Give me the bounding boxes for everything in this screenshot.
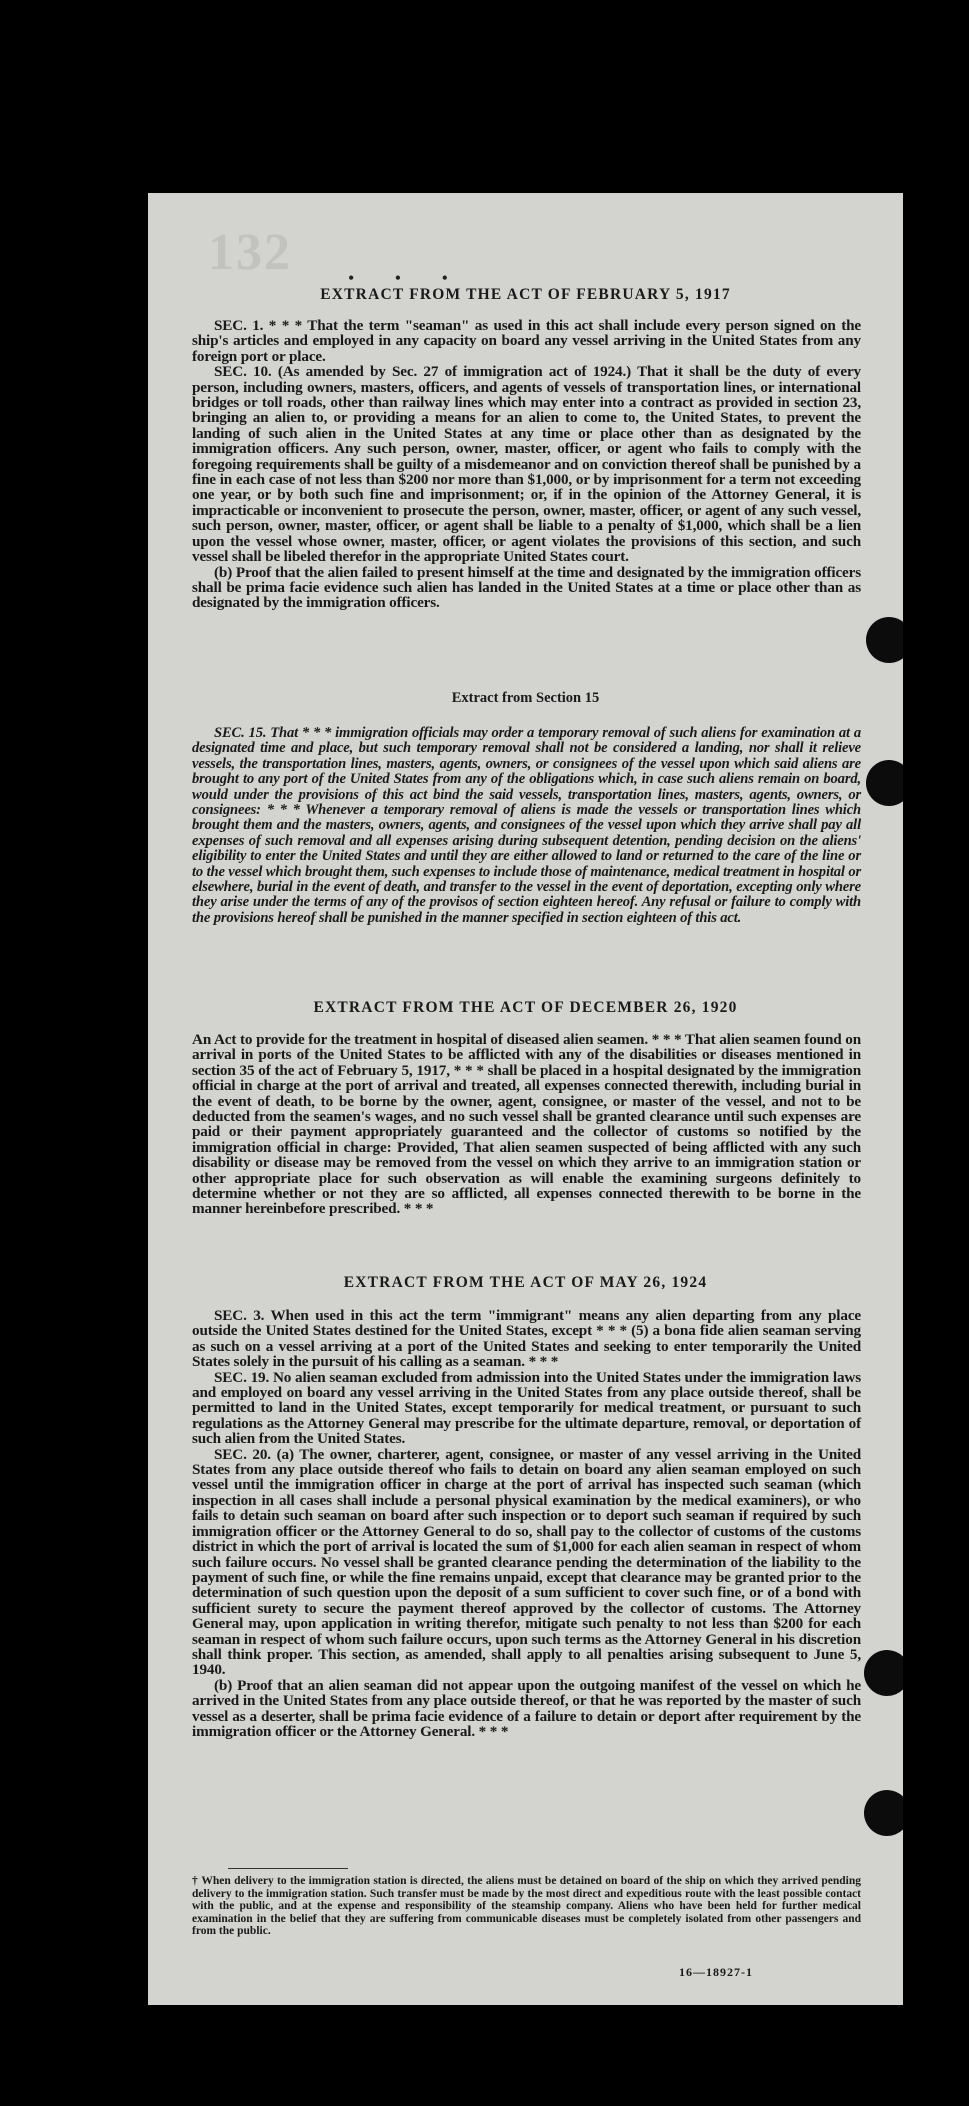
section-15-body bbox=[192, 726, 861, 926]
punch-hole-4 bbox=[864, 1790, 903, 1836]
sec10b-paragraph: (b) Proof that the alien failed to present himself at the time and designated by the immigration officers shall be prima facie evidence such alien has landed in the United States at a time or place other than as designated by the immigration officers. bbox=[192, 563, 861, 612]
heading-section-15: Extract from Section 15 bbox=[451, 690, 600, 706]
heading-act-1924: EXTRACT FROM THE ACT OF MAY 26, 1924 bbox=[343, 1274, 708, 1291]
footnote-divider bbox=[228, 1868, 348, 1869]
sec19-paragraph: SEC. 19. No alien seaman excluded from admission into the United States under the immigration laws and employed on board any vessel arriving in the United States from any place outside thereof, shall be permitted to land in the United States, except temporarily for medical treatment, or pursuant to such regulations as the Attorney General may prescribe for the ultimate departure, removal, or deportation of such alien from the United States. bbox=[192, 1368, 861, 1448]
sec15-paragraph: SEC. 15. That * * * immigration officials may order a temporary removal of such aliens for examination at a designated time and place, but such temporary removal shall not be considered a landing, nor shall it relieve vessels, the transportation lines, masters, agents, owners, or consignees of the vessel upon which said aliens are brought to any port of the United States from any of the obligations which, in case such aliens remain on board, would under the provisions of this act bind the said vessels, transportation lines, masters, agents, owners, or consignees: * * * Whenever a temporary removal of aliens is made the vessels or transportation lines which brought them and the masters, owners, agents, and consignees of the vessel upon which they arrive shall pay all expenses of such removal and all expenses arising during subsequent detention, pending decision on the aliens' eligibility to enter the United States and until they are either allowed to land or returned to the care of the line or to the vessel which brought them, such expenses to include those of maintenance, medical treatment in hospital or elsewhere, burial in the event of death, and transfer to the vessel in the event of deportation, excepting only where they arise under the terms of any of the provisos of section eighteen hereof. Any refusal or failure to comply with the provisions hereof shall be punished in the manner specified in section eighteen of this act. bbox=[192, 725, 861, 926]
page-number: 132 bbox=[208, 224, 292, 281]
act-1924-body bbox=[192, 1308, 861, 1739]
footnote: † When delivery to the immigration station is directed, the aliens must be detained on board of the ship on which they arrived pending delivery to the immigration station. Such transfer must be made by the most direct and expeditious route with the least possible contact with the public, and at the expense and responsibility of the steamship company. Aliens who have been held for further medical examination in the belief that they are suffering from communicable diseases must be completely isolated from other passengers and from the public. bbox=[192, 1875, 861, 1937]
sec20-paragraph: SEC. 20. (a) The owner, charterer, agent, consignee, or master of any vessel arriving in the United States from any place outside thereof who fails to detain on board any alien seaman employed on such vessel until the immigration officer in charge at the port of arrival has inspected such seaman (which inspection in all cases shall include a personal physical examination by the medical examiners), or who fails to detain such seaman on board after such inspection or to deport such seaman if required by such immigration officer or the Attorney General to do so, shall pay to the collector of customs of the customs district in which the port of arrival is located the sum of $1,000 for each alien seaman in respect of whom such failure occurs. No vessel shall be granted clearance pending the determination of the liability to the payment of such fine, or while the fine remains unpaid, except that clearance may be granted prior to the determination of such question upon the deposit of a sum sufficient to cover such fine, or of a bond with sufficient surety to secure the payment thereof approved by the collector of customs. The Attorney General may, upon application in writing therefor, mitigate such penalty to not less than $200 for each seaman in respect of whom such failure occurs, upon such terms as the Attorney General in his discretion shall think proper. This section, as amended, shall apply to all penalties arising subsequent to June 5, 1940. bbox=[192, 1445, 861, 1679]
form-number: 16—18927-1 bbox=[679, 1965, 753, 1979]
punch-hole-3 bbox=[864, 1650, 903, 1696]
heading-act-1917: EXTRACT FROM THE ACT OF FEBRUARY 5, 1917 bbox=[320, 286, 731, 303]
section-1917-body bbox=[192, 318, 861, 611]
punch-hole-2 bbox=[866, 760, 903, 806]
document-page bbox=[148, 193, 903, 2005]
punch-hole-1 bbox=[866, 617, 903, 663]
act1920-paragraph: An Act to provide for the treatment in hospital of diseased alien seamen. * * * That alien seamen found on arrival in ports of the United States to be afflicted with any of the disabilities or diseases mentioned in section 35 of the act of February 5, 1917, * * * shall be placed in a hospital designated by the immigration official in charge at the port of arrival and treated, all expenses connected therewith, including burial in the event of death, to be borne by the owner, agent, consignee, or master of the vessel, and not to be deducted from the seamen's wages, and no such vessel shall be granted clearance until such expenses are paid or their payment appropriately guaranteed and the collector of customs so notified by the immigration official in charge: Provided, That alien seamen suspected of being afflicted with any such disability or disease may be removed from the vessel on which they arrive to an immigration station or other appropriate place for such observation as will enable the examining surgeons definitely to determine whether or not they are so afflicted, all expenses connected therewith to be borne in the manner hereinbefore prescribed. * * * bbox=[192, 1031, 861, 1218]
sec20b-paragraph: (b) Proof that an alien seaman did not appear upon the outgoing manifest of the vessel on which he arrived in the United States from any place outside thereof, or that he was reported by the master of such vessel as a deserter, shall be prima facie evidence of a failure to detain or deport after requirement by the immigration officer or the Attorney General. * * * bbox=[192, 1676, 861, 1740]
sec10-paragraph: SEC. 10. (As amended by Sec. 27 of immigration act of 1924.) That it shall be the duty of every person, including owners, masters, officers, and agents of vessels of transportation lines, or international bridges or toll roads, other than railway lines which may enter into a contract as provided in section 23, bringing an alien to, or providing a means for an alien to come to, the United States, to prevent the landing of such alien in the United States at any time or place other than as designated by the immigration officers. Any such person, owner, master, officer, or agent who fails to comply with the foregoing requirements shall be guilty of a misdemeanor and on conviction thereof shall be punished by a fine in each case of not less than $200 nor more than $1,000, or by imprisonment for a term not exceeding one year, or by both such fine and imprisonment; or, if in the opinion of the Attorney General, it is impracticable or inconvenient to prosecute the person, owner, master, officer, or agent of any such vessel, such person, owner, master, officer, or agent shall be liable to a penalty of $1,000, which shall be a lien upon the vessel whose owner, master, officer, or agent violates the provisions of this section, and such vessel shall be libeled therefor in the appropriate United States court. bbox=[192, 363, 861, 566]
heading-act-1920: EXTRACT FROM THE ACT OF DECEMBER 26, 1920 bbox=[313, 999, 738, 1016]
act-1920-body bbox=[192, 1032, 861, 1217]
sec3-paragraph: SEC. 3. When used in this act the term "immigrant" means any alien departing from any place outside the United States destined for the United States, except * * * (5) a bona fide alien seaman serving as such on a vessel arriving at a port of the United States and seeking to enter temporarily the United States solely in the pursuit of his calling as a seaman. * * * bbox=[192, 1307, 861, 1371]
decorative-dots: • • • bbox=[348, 268, 466, 288]
sec1-paragraph: SEC. 1. * * * That the term "seaman" as used in this act shall include every person signed on the ship's articles and employed in any capacity on board any vessel arriving in the United States from any foreign port or place. bbox=[192, 317, 861, 365]
